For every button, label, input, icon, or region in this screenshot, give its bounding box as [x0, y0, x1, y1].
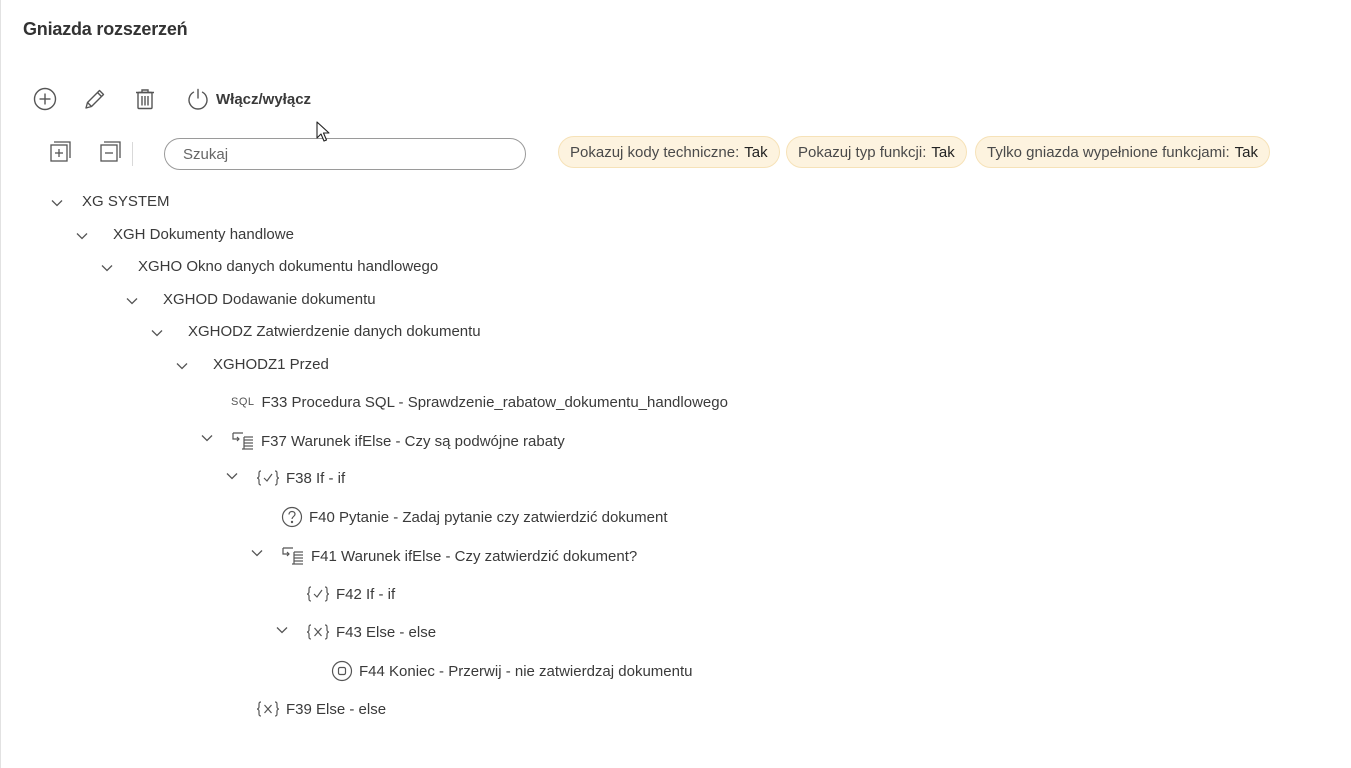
chevron-down-icon[interactable] — [275, 623, 289, 637]
tree-node-label: XGHODZ1 Przed — [213, 355, 329, 373]
else-branch-icon — [256, 698, 280, 720]
tree-node[interactable] — [231, 390, 728, 414]
tree-node[interactable] — [138, 254, 438, 278]
chip-value: Tak — [931, 143, 955, 161]
chevron-down-icon[interactable] — [175, 359, 189, 373]
mouse-cursor-icon — [316, 121, 330, 143]
chevron-down-icon[interactable] — [125, 294, 139, 308]
tree-node[interactable] — [163, 287, 376, 311]
tree-node[interactable] — [213, 352, 329, 376]
chevron-down-icon[interactable] — [75, 229, 89, 243]
plus-circle-icon — [33, 87, 57, 111]
chip-function-type[interactable] — [786, 136, 967, 168]
chevron-down-icon[interactable] — [150, 326, 164, 340]
tree-node[interactable] — [231, 429, 565, 453]
tree-node[interactable] — [281, 544, 637, 568]
chip-label: Pokazuj kody techniczne: — [570, 143, 740, 161]
tree-node-label: XGH Dokumenty handlowe — [113, 225, 294, 243]
trash-icon — [133, 87, 157, 111]
tree-node-label: F44 Koniec - Przerwij - nie zatwierdzaj dokumentu — [359, 662, 693, 680]
chevron-down-icon[interactable] — [100, 261, 114, 275]
tree-node-label: F41 Warunek ifElse - Czy zatwierdzić dokument? — [311, 547, 638, 565]
chip-value: Tak — [1234, 143, 1258, 161]
chip-technical-codes[interactable] — [558, 136, 780, 168]
tree-node-label: F38 If - if — [286, 469, 346, 487]
tree-node[interactable] — [256, 466, 345, 490]
collapse-all-icon — [98, 138, 124, 164]
else-branch-icon — [306, 621, 330, 643]
window-title: Gniazda rozszerzeń — [23, 19, 188, 39]
toggle-button-label: Włącz/wyłącz — [216, 90, 312, 108]
delete-button[interactable] — [133, 84, 157, 114]
tree-node-label: XGHO Okno danych dokumentu handlowego — [138, 257, 439, 275]
tree-node[interactable] — [306, 582, 395, 606]
chevron-down-icon[interactable] — [50, 196, 64, 210]
slots-tree — [1, 0, 1351, 768]
pencil-icon — [83, 87, 107, 111]
if-branch-icon — [306, 583, 330, 605]
power-icon — [186, 87, 210, 111]
tree-node-label: F40 Pytanie - Zadaj pytanie czy zatwierdzić dokument — [309, 508, 668, 526]
tree-node-label: F37 Warunek ifElse - Czy są podwójne rabaty — [261, 432, 565, 450]
if-else-icon — [281, 545, 305, 567]
tree-node-label: F39 Else - else — [286, 700, 387, 718]
chevron-down-icon[interactable] — [250, 546, 264, 560]
expand-all-icon — [48, 138, 74, 164]
tree-node[interactable] — [281, 505, 668, 529]
chip-filled-slots-only[interactable] — [975, 136, 1270, 168]
chip-value: Tak — [744, 143, 768, 161]
chip-label: Tylko gniazda wypełnione funkcjami: — [987, 143, 1230, 161]
toolbar — [1, 84, 601, 114]
collapse-all-button[interactable] — [98, 138, 124, 164]
expand-all-button[interactable] — [48, 138, 74, 164]
tree-node-label: F43 Else - else — [336, 623, 437, 641]
add-button[interactable] — [33, 84, 57, 114]
tree-node-label: XGHOD Dodawanie dokumentu — [163, 290, 376, 308]
tree-node[interactable] — [188, 319, 481, 343]
stop-icon — [331, 660, 353, 682]
search-input[interactable] — [164, 138, 526, 170]
tree-node[interactable] — [331, 659, 692, 683]
sql-icon: SQL — [231, 396, 255, 408]
edit-button[interactable] — [83, 84, 107, 114]
toolbar-divider — [132, 142, 133, 166]
tree-node-label: F33 Procedura SQL - Sprawdzenie_rabatow_dokumentu_handlowego — [261, 393, 728, 411]
tree-node-label: XGHODZ Zatwierdzenie danych dokumentu — [188, 322, 481, 340]
chevron-down-icon[interactable] — [200, 431, 214, 445]
question-icon — [281, 506, 303, 528]
tree-node[interactable] — [306, 620, 436, 644]
if-else-icon — [231, 430, 255, 452]
tree-node[interactable] — [82, 189, 170, 213]
tree-node-label: F42 If - if — [336, 585, 396, 603]
chip-label: Pokazuj typ funkcji: — [798, 143, 927, 161]
tree-node[interactable] — [256, 697, 386, 721]
if-branch-icon — [256, 467, 280, 489]
toggle-button[interactable] — [186, 84, 311, 114]
filter-bar — [1, 136, 1351, 172]
tree-node[interactable] — [113, 222, 294, 246]
tree-node-label: XG SYSTEM — [82, 192, 170, 210]
chevron-down-icon[interactable] — [225, 469, 239, 483]
